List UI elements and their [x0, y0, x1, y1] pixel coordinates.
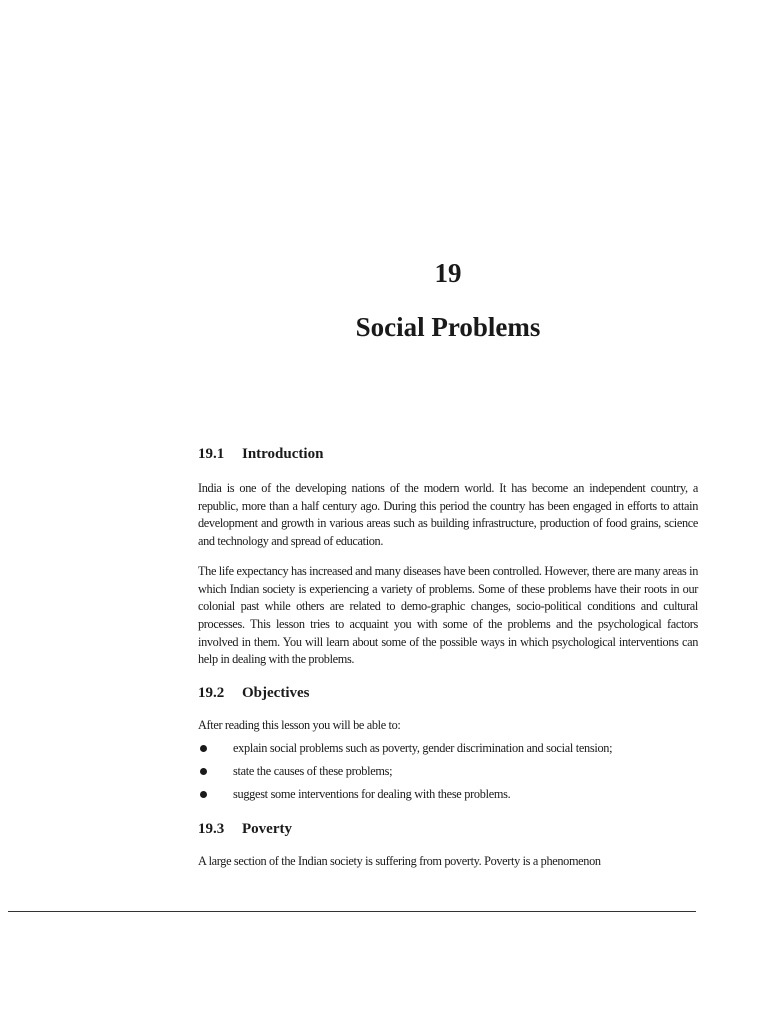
list-item-text: suggest some interventions for dealing with these problems. — [233, 786, 511, 801]
section-title: Introduction — [242, 446, 324, 462]
list-item — [198, 737, 698, 760]
list-item — [198, 783, 698, 806]
section-number: 19.3 — [198, 820, 225, 837]
paragraph: India is one of the developing nations of the modern world. It has become an independent country, a republic, more than a half century ago. During this period the country has been engaged in efforts to attain development and growth in various areas such as building infrastructure, production of food grains, science and technology and spread of education. — [198, 481, 698, 549]
page-body — [198, 444, 698, 870]
objectives-lead: After reading this lesson you will be able to: — [198, 718, 401, 733]
chapter-title: Social Problems — [355, 312, 541, 342]
objectives-list — [198, 737, 698, 806]
section-number: 19.2 — [198, 685, 225, 702]
bullet-icon — [200, 768, 207, 775]
paragraph: The life expectancy has increased and many diseases have been controlled. However, there are many areas in which Indian society is experiencing a variety of problems. Some of these problems have their roots in our colonial past while others are related to demo-graphic changes, socio-political conditions and cultural processes. This lesson tries to acquaint you with some of the problems and the psychological factors involved in them. You will learn about some of the possible ways in which psychological interventions can help in dealing with the problems. — [198, 563, 698, 667]
section-title: Poverty — [242, 820, 292, 837]
bullet-icon — [200, 745, 207, 752]
list-item-text: explain social problems such as poverty, gender discrimination and social tension; — [233, 740, 613, 755]
section-heading-poverty — [198, 819, 698, 839]
list-item — [198, 760, 698, 783]
section-heading-objectives — [198, 683, 698, 703]
section-number: 19.1 — [198, 446, 225, 462]
section-heading-introduction — [198, 444, 698, 464]
bullet-icon — [200, 791, 207, 798]
footer-divider — [8, 911, 696, 912]
list-item-text: state the causes of these problems; — [233, 763, 393, 778]
section-title: Objectives — [242, 685, 310, 702]
chapter-number: 19 — [434, 258, 462, 288]
paragraph: A large section of the Indian society is suffering from poverty. Poverty is a phenomenon — [198, 853, 601, 868]
